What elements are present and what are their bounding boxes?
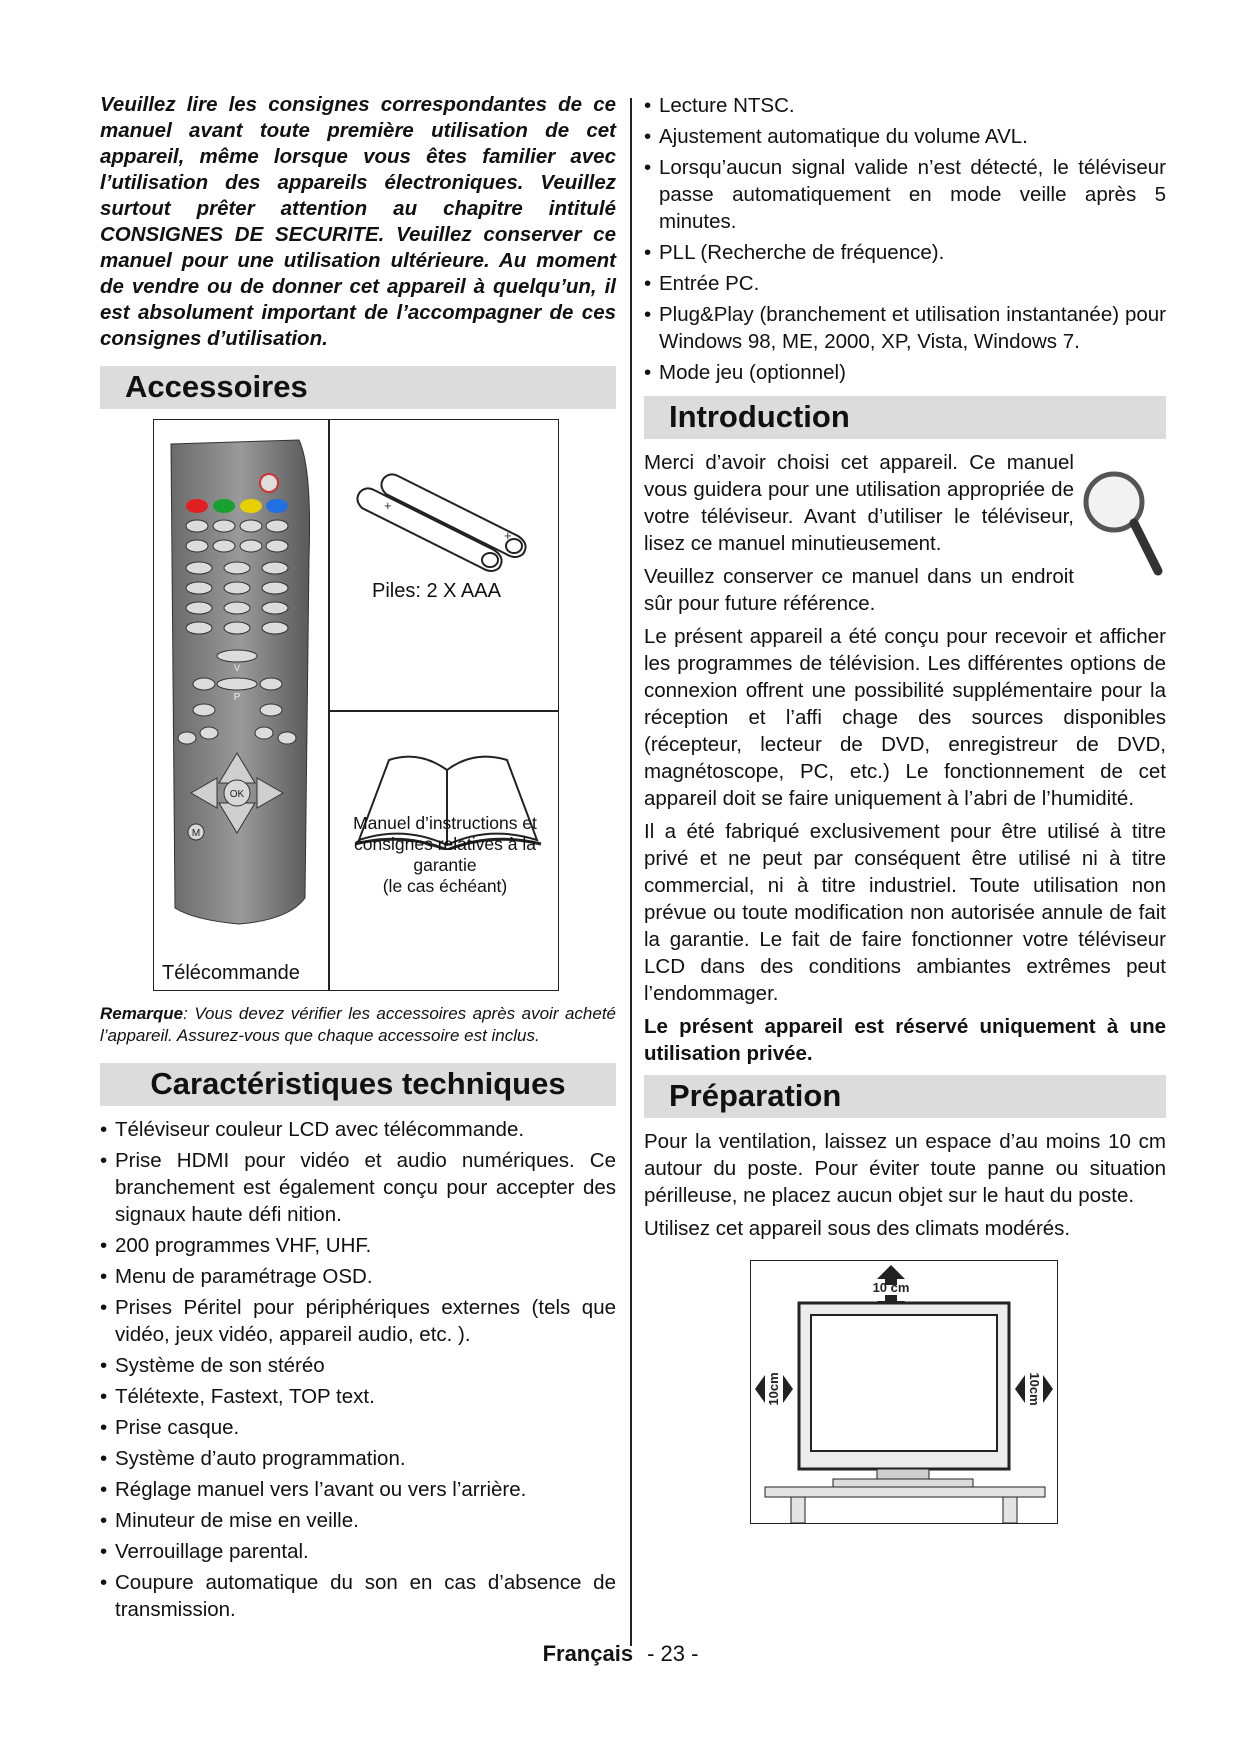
list-item: • Prise casque. <box>100 1414 616 1441</box>
list-item: • Lecture NTSC. <box>644 92 1166 119</box>
svg-text:+: + <box>384 498 392 513</box>
magnifier-icon <box>1076 467 1166 577</box>
remark-note <box>100 1003 616 1047</box>
list-item: • Menu de paramétrage OSD. <box>100 1263 616 1290</box>
preparation-heading: Préparation <box>644 1075 1166 1118</box>
list-item: • Entrée PC. <box>644 270 1166 297</box>
column-divider <box>630 98 632 1646</box>
intro-paragraph-3: Le présent appareil a été conçu pour recevoir et afficher les programmes de télévision. Les différentes options de connexion offrent une possibilité supplémentaire pour la réception et l’affi chage des sources disponibles (récepteur, lecteur de DVD, enregistreur de DVD, magnétoscope, PC, etc.) Le fonctionnement de cet appareil doit se faire uniquement à l’abri de l’humidité. <box>644 625 1166 810</box>
safety-warning: Veuillez lire les consignes correspondantes de ce manuel avant toute première utilisation de cet appareil, même lorsque vous êtes familier avec l’utilisation des appareils électroniques. Veuillez surtout prêter attention au chapitre intitulé CONSIGNES DE SECURITE. Veuillez conserver ce manuel pour une utilisation ultérieure. Au moment de vendre ou de donner cet appareil à quelqu’un, il est absolument important de l’accompagner de ces consignes d’utilisation. <box>100 93 616 350</box>
features-list-continued <box>644 92 1166 386</box>
features-list <box>100 1116 616 1623</box>
v-key: V <box>233 663 241 673</box>
list-item: • Prise HDMI pour vidéo et audio numériques. Ce branchement est également conçu pour accepter des signaux haute défi nition. <box>100 1147 616 1228</box>
manual-label: Manuel d’instructions et consignes relatives à la garantie <box>353 813 537 875</box>
remark-text: : Vous devez vérifier les accessoires après avoir acheté l’appareil. Assurez-vous que chaque accessoire est inclus. <box>100 1004 616 1045</box>
prep-paragraph-2: Utilisez cet appareil sous des climats modérés. <box>644 1217 1071 1240</box>
list-item: • Minuteur de mise en veille. <box>100 1507 616 1534</box>
list-item: • Coupure automatique du son en cas d’absence de transmission. <box>100 1569 616 1623</box>
introduction-section <box>644 449 1166 617</box>
list-item: • Verrouillage parental. <box>100 1538 616 1565</box>
list-item: • Système d’auto programmation. <box>100 1445 616 1472</box>
page-number: - 23 - <box>647 1641 699 1666</box>
list-item: • Ajustement automatique du volume AVL. <box>644 123 1166 150</box>
svg-text:+: + <box>504 528 512 543</box>
list-item: • Téléviseur couleur LCD avec télécommande. <box>100 1116 616 1143</box>
introduction-heading: Introduction <box>644 396 1166 439</box>
page-footer <box>0 1641 1241 1667</box>
accessories-heading: Accessoires <box>100 366 616 409</box>
ok-key: OK <box>229 789 245 800</box>
m-key: M <box>191 828 201 839</box>
features-heading: Caractéristiques techniques <box>100 1063 616 1106</box>
private-use-notice: Le présent appareil est réservé uniquement à une utilisation privée. <box>644 1015 1166 1065</box>
list-item: • Système de son stéréo <box>100 1352 616 1379</box>
left-column <box>100 92 616 1627</box>
tv-illustration <box>751 1261 1057 1523</box>
prep-paragraph-1: Pour la ventilation, laissez un espace d’au moins 10 cm autour du poste. Pour éviter toute panne ou situation périlleuse, ne placez aucun objet sur le haut du poste. <box>644 1130 1166 1207</box>
intro-paragraph-2: Veuillez conserver ce manuel dans un endroit sûr pour future référence. <box>644 565 1074 615</box>
batteries-label: Piles: 2 X AAA <box>372 580 501 602</box>
list-item: • Prises Péritel pour périphériques externes (tels que vidéo, jeux vidéo, appareil audio, etc. ). <box>100 1294 616 1348</box>
accessories-figure <box>153 419 559 991</box>
intro-paragraph-1: Merci d’avoir choisi cet appareil. Ce manuel vous guidera pour une utilisation appropriée de votre téléviseur. Avant d’utiliser le téléviseur, lisez ce manuel minutieusement. <box>644 451 1074 555</box>
remark-label: Remarque <box>100 1004 184 1023</box>
list-item: • Mode jeu (optionnel) <box>644 359 1166 386</box>
right-clearance-label: 10cm <box>1027 1372 1042 1406</box>
p-key: P <box>233 692 241 703</box>
list-item: • Réglage manuel vers l’avant ou vers l’arrière. <box>100 1476 616 1503</box>
manual-sublabel: (le cas échéant) <box>382 876 508 896</box>
list-item: • Plug&Play (branchement et utilisation instantanée) pour Windows 98, ME, 2000, XP, Vista, Windows 7. <box>644 301 1166 355</box>
list-item: • Télétexte, Fastext, TOP text. <box>100 1383 616 1410</box>
right-column <box>644 92 1166 1524</box>
tv-clearance-figure <box>750 1260 1058 1524</box>
list-item: • PLL (Recherche de fréquence). <box>644 239 1166 266</box>
intro-paragraph-4: Il a été fabriqué exclusivement pour être utilisé à titre privé et ne peut par conséquent être utilisé ni à titre commercial, ni à titre industriel. Toute utilisation non prévue ou toute modification non autorisée annule de fait la garantie. Le fait de faire fonctionner votre téléviseur LCD dans des conditions ambiantes extrêmes peut l’endommager. <box>644 820 1166 1005</box>
left-clearance-label: 10cm <box>766 1372 781 1406</box>
remote-label: Télécommande <box>162 962 300 984</box>
footer-language: Français <box>542 1641 634 1666</box>
top-clearance-label: 10 cm <box>872 1280 910 1295</box>
batteries-illustration <box>354 470 534 580</box>
list-item: • Lorsqu’aucun signal valide n’est détecté, le téléviseur passe automatiquement en mode veille après 5 minutes. <box>644 154 1166 235</box>
list-item: • 200 programmes VHF, UHF. <box>100 1232 616 1259</box>
remote-control-illustration <box>169 438 314 926</box>
